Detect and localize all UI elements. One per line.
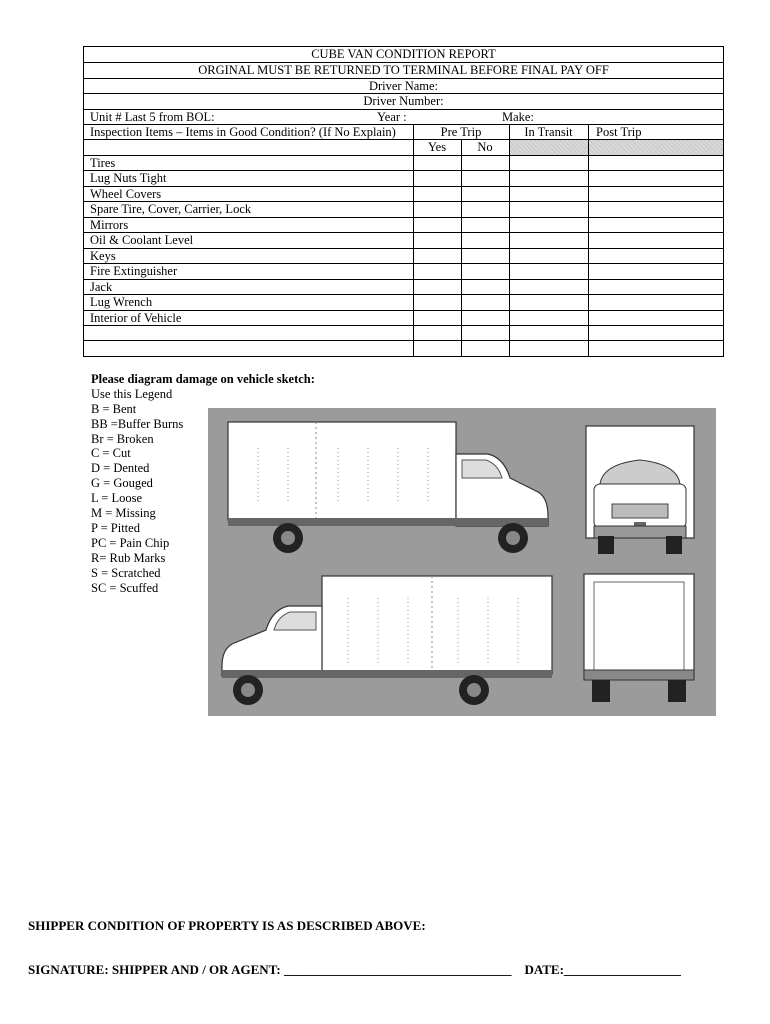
date-line[interactable]: __________________ <box>563 962 681 977</box>
no-header: No <box>477 140 493 154</box>
legend-item: G = Gouged <box>91 476 153 490</box>
year-field[interactable]: Year : <box>377 110 407 124</box>
grid-row-line <box>83 232 724 233</box>
unit-number-field[interactable]: Unit # Last 5 from BOL: <box>90 110 215 124</box>
grid-row-line <box>83 93 724 94</box>
grid-col-line <box>413 124 414 356</box>
report-title: CUBE VAN CONDITION REPORT <box>311 47 496 61</box>
pre-trip-header: Pre Trip <box>440 125 482 139</box>
van-front-view <box>586 426 694 554</box>
shipper-statement: SHIPPER CONDITION OF PROPERTY IS AS DESCRIBED ABOVE: <box>28 918 426 933</box>
post-trip-header: Post Trip <box>596 125 642 139</box>
item-label: Lug Nuts Tight <box>90 171 167 185</box>
item-label: Fire Extinguisher <box>90 264 178 278</box>
item-label: Interior of Vehicle <box>90 311 182 325</box>
grid-row-line <box>83 263 724 264</box>
legend-heading: Please diagram damage on vehicle sketch: <box>91 372 315 386</box>
driver-name-field[interactable]: Driver Name: <box>368 79 439 93</box>
grid-row-line <box>83 325 724 326</box>
item-label: Spare Tire, Cover, Carrier, Lock <box>90 202 252 216</box>
legend-item: D = Dented <box>91 461 150 475</box>
return-notice: ORGINAL MUST BE RETURNED TO TERMINAL BEFORE FINAL PAY OFF <box>198 63 609 77</box>
make-field[interactable]: Make: <box>502 110 534 124</box>
grid-col-line <box>461 139 462 356</box>
item-label: Tires <box>90 156 116 170</box>
legend-item: M = Missing <box>91 506 156 520</box>
legend-item: P = Pitted <box>91 521 140 535</box>
grid-row-line <box>83 124 724 125</box>
legend-item: Br = Broken <box>91 432 154 446</box>
shaded-cell <box>510 140 723 155</box>
grid-row-line <box>83 155 724 156</box>
grid-row-line <box>83 340 724 341</box>
van-left-side-view <box>222 576 552 705</box>
legend-item: S = Scratched <box>91 566 161 580</box>
van-right-side-view <box>228 422 548 553</box>
date-label: DATE: <box>524 962 564 977</box>
grid-col-line <box>588 124 589 356</box>
grid-row-line <box>83 109 724 110</box>
legend-item: C = Cut <box>91 446 131 460</box>
legend-item: SC = Scuffed <box>91 581 159 595</box>
grid-row-line <box>83 139 724 140</box>
item-label: Oil & Coolant Level <box>90 233 194 247</box>
legend-item: L = Loose <box>91 491 143 505</box>
grid-row-line <box>83 310 724 311</box>
item-label: Mirrors <box>90 218 129 232</box>
legend-item: BB =Buffer Burns <box>91 417 184 431</box>
legend-item: R= Rub Marks <box>91 551 166 565</box>
item-label: Lug Wrench <box>90 295 153 309</box>
grid-row-line <box>83 217 724 218</box>
grid-row-line <box>83 201 724 202</box>
in-transit-header: In Transit <box>524 125 573 139</box>
grid-col-line <box>509 124 510 356</box>
driver-number-field[interactable]: Driver Number: <box>363 94 444 108</box>
item-label: Jack <box>90 280 113 294</box>
vehicle-sketch[interactable] <box>208 408 716 716</box>
signature-row <box>28 962 681 977</box>
signature-label: SIGNATURE: SHIPPER AND / OR AGENT: <box>28 962 281 977</box>
yes-header: Yes <box>427 140 447 154</box>
grid-row-line <box>83 279 724 280</box>
item-label: Keys <box>90 249 116 263</box>
grid-row-line <box>83 78 724 79</box>
grid-row-line <box>83 356 724 357</box>
grid-row-line <box>83 248 724 249</box>
inspection-items-header: Inspection Items – Items in Good Condition? (If No Explain) <box>90 125 396 139</box>
grid-row-line <box>83 186 724 187</box>
grid-row-line <box>83 170 724 171</box>
van-rear-view <box>584 574 694 702</box>
legend-item: PC = Pain Chip <box>91 536 170 550</box>
item-label: Wheel Covers <box>90 187 162 201</box>
grid-row-line <box>83 294 724 295</box>
signature-line[interactable]: ___________________________________ <box>283 962 512 977</box>
legend-intro: Use this Legend <box>91 387 173 401</box>
legend-item: B = Bent <box>91 402 137 416</box>
